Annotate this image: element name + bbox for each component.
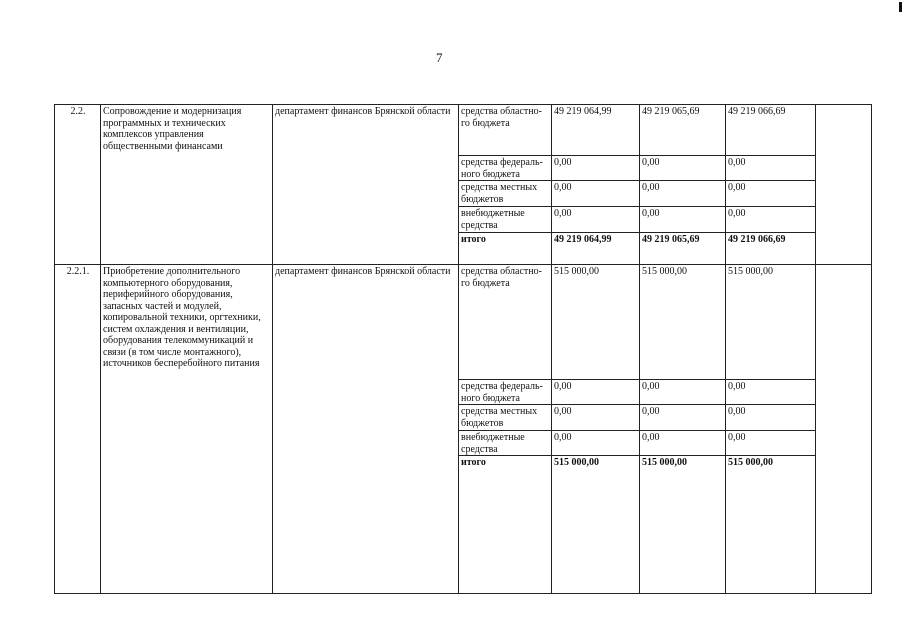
value-cell: 0,00	[726, 207, 816, 233]
source-label: средства областно-го бюджета	[459, 265, 552, 380]
value-cell: 0,00	[552, 207, 640, 233]
source-label: средства федераль-ного бюджета	[459, 156, 552, 181]
measure-name: Сопровождение и модернизация программных и технических комплексов управления общественными финансами	[101, 105, 273, 265]
value-cell: 515 000,00	[640, 265, 726, 380]
value-cell: 49 219 064,99	[552, 105, 640, 156]
total-value: 49 219 066,69	[726, 233, 816, 265]
value-cell: 0,00	[726, 156, 816, 181]
value-cell: 515 000,00	[726, 265, 816, 380]
row-number: 2.2.	[55, 105, 101, 265]
value-cell: 0,00	[726, 431, 816, 456]
value-cell: 0,00	[552, 431, 640, 456]
empty-cell	[816, 265, 872, 594]
page-number: 7	[436, 50, 443, 65]
value-cell: 0,00	[726, 405, 816, 431]
source-label: внебюджетные средства	[459, 431, 552, 456]
value-cell: 0,00	[640, 431, 726, 456]
table-row	[55, 265, 872, 380]
row-number: 2.2.1.	[55, 265, 101, 594]
total-label: итого	[459, 233, 552, 265]
scan-edge-mark	[899, 2, 902, 12]
value-cell: 0,00	[552, 405, 640, 431]
value-cell: 515 000,00	[552, 265, 640, 380]
total-value: 49 219 065,69	[640, 233, 726, 265]
executor: департамент финансов Брянской области	[273, 265, 459, 594]
value-cell: 0,00	[552, 380, 640, 405]
value-cell: 0,00	[726, 181, 816, 207]
source-label: средства федераль-ного бюджета	[459, 380, 552, 405]
value-cell: 0,00	[726, 380, 816, 405]
budget-table	[54, 104, 872, 594]
source-label: средства местных бюджетов	[459, 405, 552, 431]
value-cell: 49 219 065,69	[640, 105, 726, 156]
measure-name: Приобретение дополнительного компьютерного оборудования, периферийного оборудования, запасных частей и модулей, копировальной техники, оргтехники, систем охлаждения и вентиляции, оборудования телекоммуникаций и связи (в том числе монтажного), источников бесперебойного питания	[101, 265, 273, 594]
value-cell: 0,00	[552, 181, 640, 207]
empty-cell	[816, 105, 872, 265]
table-row	[55, 105, 872, 156]
source-label: средства областно-го бюджета	[459, 105, 552, 156]
value-cell: 0,00	[640, 207, 726, 233]
total-value: 49 219 064,99	[552, 233, 640, 265]
total-value: 515 000,00	[552, 456, 640, 594]
total-value: 515 000,00	[726, 456, 816, 594]
value-cell: 0,00	[640, 181, 726, 207]
source-label: внебюджетные средства	[459, 207, 552, 233]
value-cell: 0,00	[640, 156, 726, 181]
total-label: итого	[459, 456, 552, 594]
executor: департамент финансов Брянской области	[273, 105, 459, 265]
value-cell: 49 219 066,69	[726, 105, 816, 156]
value-cell: 0,00	[640, 405, 726, 431]
total-value: 515 000,00	[640, 456, 726, 594]
value-cell: 0,00	[552, 156, 640, 181]
source-label: средства местных бюджетов	[459, 181, 552, 207]
value-cell: 0,00	[640, 380, 726, 405]
